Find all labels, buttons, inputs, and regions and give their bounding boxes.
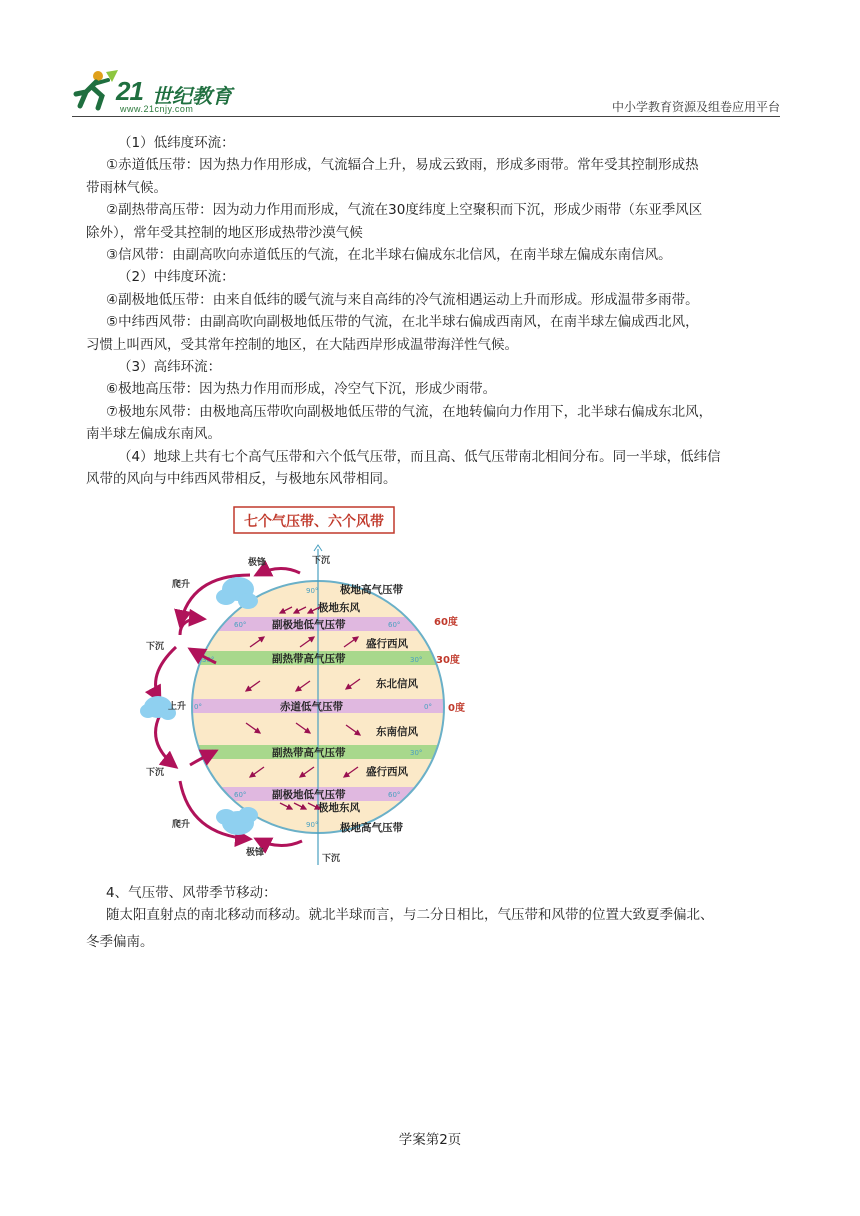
- header-divider: [72, 116, 780, 117]
- side-label: 爬升: [172, 580, 191, 590]
- belt-label: 极地东风: [318, 802, 360, 814]
- belt-label: 赤道低气压带: [280, 701, 343, 713]
- deg-mark: 30°: [202, 749, 215, 757]
- para-3: 带雨林气候。: [86, 179, 167, 196]
- logo-url: www.21cnjy.com: [120, 104, 194, 114]
- deg-mark: 90°: [306, 587, 319, 595]
- para-2: ①赤道低压带：因为热力作用形成，气流辐合上升，易成云致雨，形成多雨带。常年受其控制形成热: [106, 157, 699, 174]
- section-4-body-1: 随太阳直射点的南北移动而移动。就北半球而言，与二分日相比，气压带和风带的位置大致夏季偏北、: [106, 907, 714, 924]
- logo: [72, 66, 252, 114]
- belt-label: 极地东风: [318, 602, 360, 614]
- side-label: 爬升: [172, 820, 191, 830]
- logo-number: 21: [116, 76, 143, 106]
- lat-label: 0度: [448, 703, 465, 714]
- belt-label: 极地高气压带: [340, 822, 403, 834]
- deg-mark: 60°: [234, 791, 247, 799]
- platform-name: 中小学教育资源及组卷应用平台: [611, 100, 780, 114]
- deg-mark: 0°: [424, 703, 432, 711]
- deg-mark: 0°: [194, 703, 202, 711]
- belt-label: 东南信风: [376, 726, 418, 738]
- lat-label: 60度: [434, 617, 458, 628]
- para-12: ⑥极地高压带：因为热力作用而形成，冷空气下沉，形成少雨带。: [106, 381, 497, 398]
- side-label: 极锋: [246, 848, 265, 858]
- para-13: ⑦极地东风带：由极地高压带吹向副极地低压带的气流，在地转偏向力作用下，北半球右偏成东北风，: [106, 403, 713, 420]
- belt-label: 东北信风: [376, 678, 418, 690]
- main-text: [86, 132, 786, 491]
- runner-logo-icon: [72, 68, 118, 114]
- section-4: [86, 882, 786, 957]
- section-4-body-2: 冬季偏南。: [86, 933, 154, 950]
- para-11: （3）高纬环流：: [118, 359, 222, 376]
- para-4: ②副热带高压带：因为动力作用而形成，气流在30度纬度上空聚积而下沉，形成少雨带（东亚季风区: [106, 202, 703, 219]
- belt-label: 副热带高气压带: [272, 747, 346, 759]
- para-8: ④副极地低压带：由来自低纬的暖气流与来自高纬的冷气流相遇运动上升而形成。形成温带多雨带。: [106, 291, 699, 308]
- belt-label: 副热带高气压带: [272, 653, 346, 665]
- para-7: （2）中纬度环流：: [118, 269, 235, 286]
- pressure-wind-diagram: [130, 505, 470, 867]
- deg-mark: 30°: [202, 656, 215, 664]
- para-16: 风带的风向与中纬西风带相反，与极地东风带相同。: [86, 471, 397, 488]
- deg-mark: 60°: [388, 791, 401, 799]
- deg-mark: 90°: [306, 821, 319, 829]
- page-header: [72, 66, 780, 118]
- para-1: （1）低纬度环流：: [118, 135, 235, 151]
- para-6: ③信风带：由副高吹向赤道低压的气流，在北半球右偏成东北信风，在南半球左偏成东南信风。: [106, 247, 672, 264]
- para-15: （4）地球上共有七个高气压带和六个低气压带，而且高、低气压带南北相间分布。同一半球，低纬信: [118, 448, 721, 465]
- figure-title: 七个气压带、六个风带: [244, 514, 384, 530]
- side-label: 极锋: [248, 558, 267, 568]
- deg-mark: 30°: [410, 749, 423, 757]
- side-label: 上升: [168, 702, 187, 712]
- side-label: 下沉: [146, 768, 165, 778]
- logo-text: 世纪教育: [152, 84, 232, 108]
- belt-label: 副极地低气压带: [272, 789, 346, 801]
- para-10: 习惯上叫西风，受其常年控制的地区，在大陆西岸形成温带海洋性气候。: [86, 336, 518, 353]
- para-14: 南半球左偏成东南风。: [86, 426, 221, 443]
- side-label: 下沉: [322, 854, 341, 864]
- side-label: 下沉: [146, 642, 165, 652]
- belt-label: 盛行西风: [366, 766, 408, 778]
- belt-label: 盛行西风: [366, 638, 408, 650]
- para-9: ⑤中纬西风带：由副高吹向副极地低压带的气流，在北半球右偏成西南风，在南半球左偏成西北风，: [106, 314, 699, 331]
- deg-mark: 60°: [388, 621, 401, 629]
- para-5: 除外），常年受其控制的地区形成热带沙漠气候: [86, 224, 363, 241]
- section-4-title: 4、气压带、风带季节移动：: [106, 885, 277, 901]
- deg-mark: 60°: [234, 621, 247, 629]
- belt-label: 副极地低气压带: [272, 619, 346, 631]
- page-footer: 学案第2页: [398, 1132, 462, 1148]
- side-label: 下沉: [312, 556, 331, 566]
- lat-label: 30度: [436, 655, 460, 666]
- belt-label: 极地高气压带: [340, 584, 403, 596]
- deg-mark: 30°: [410, 656, 423, 664]
